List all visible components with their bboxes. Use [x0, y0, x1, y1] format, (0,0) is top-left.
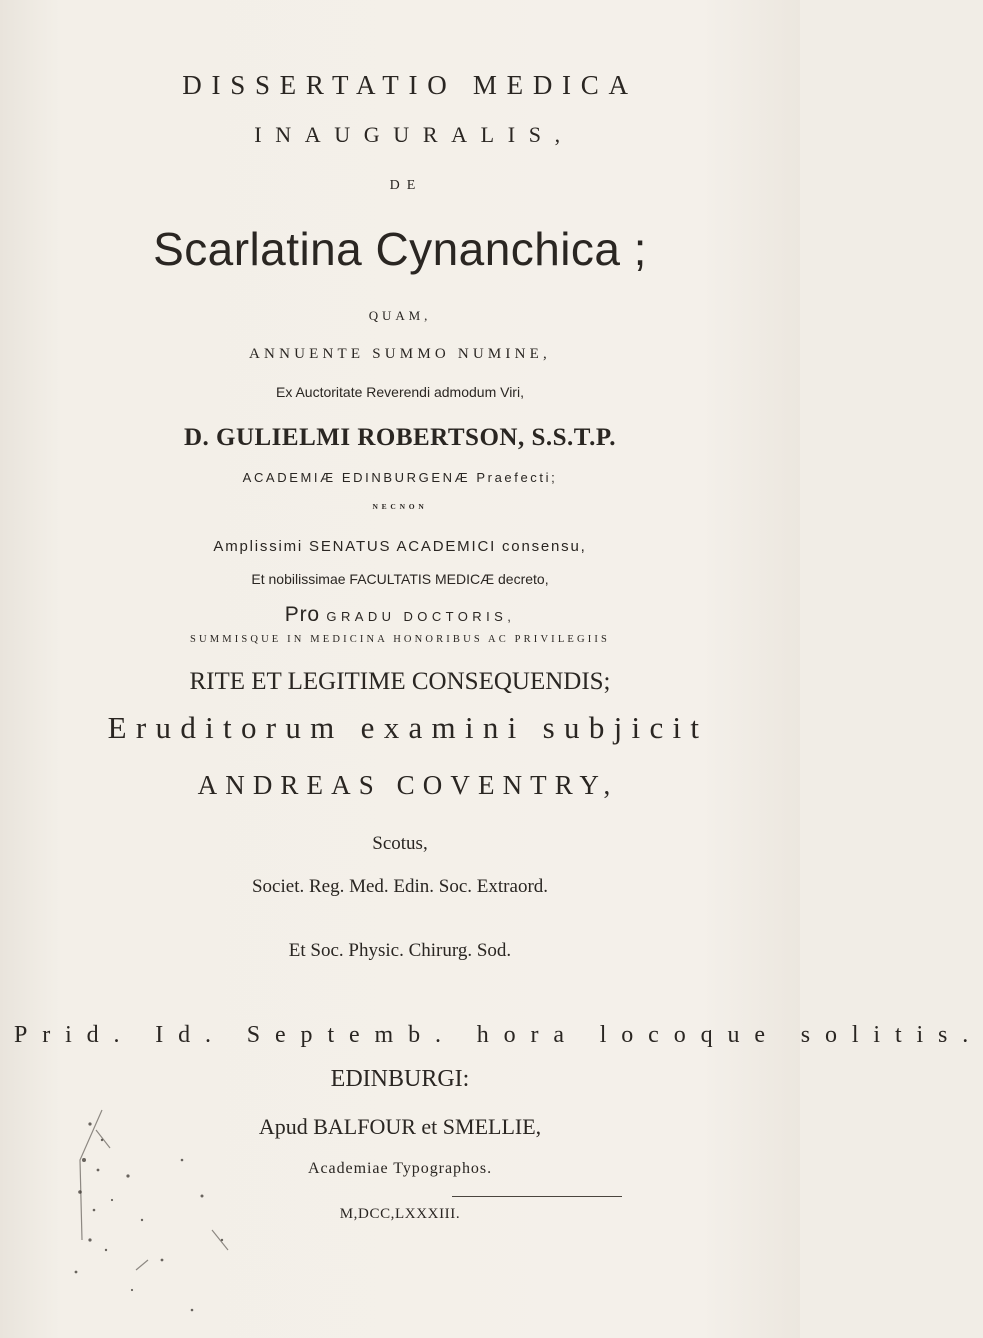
gradu-doctoris: GRADU DOCTORIS, [326, 609, 516, 624]
ink-stain-decoration [72, 1100, 292, 1338]
imprint-year: M,DCC,LXXXIII. [339, 1206, 461, 1222]
imprint-role: Academiae Typographos. [307, 1160, 493, 1177]
heading-dissertatio-medica: DISSERTATIO MEDICA [182, 70, 638, 100]
heading-inauguralis: INAUGURALIS, [254, 122, 574, 147]
pro-word: Pro [284, 603, 320, 626]
auctoritate-line: Ex Auctoritate Reverendi admodum Viri, [276, 384, 524, 400]
main-title: Scarlatina Cynanchica ; [153, 223, 647, 275]
imprint-place: EDINBURGI: [330, 1066, 470, 1092]
examini-line: Eruditorum examini subjicit [107, 710, 709, 745]
consequendis-line: RITE ET LEGITIME CONSEQUENDIS; [189, 668, 611, 695]
gradu-line [0, 603, 800, 627]
author-name: ANDREAS COVENTRY, [197, 770, 619, 800]
imprint-printer: Apud BALFOUR et SMELLIE, [258, 1114, 542, 1139]
senatus-line: Amplissimi SENATUS ACADEMICI consensu, [213, 538, 587, 555]
imprint-rule [452, 1196, 622, 1197]
society-line-2: Et Soc. Physic. Chirurg. Sod. [288, 940, 512, 961]
date-line: Prid. Id. Septemb. hora locoque solitis. [14, 1022, 983, 1048]
quam-line: QUAM, [368, 308, 432, 323]
society-line-1: Societ. Reg. Med. Edin. Soc. Extraord. [251, 876, 549, 897]
annuente-line: ANNUENTE SUMMO NUMINE, [249, 346, 551, 362]
academiae-line: ACADEMIÆ EDINBURGENÆ Praefecti; [242, 470, 558, 485]
robertson-line: D. GULIELMI ROBERTSON, S.S.T.P. [183, 424, 617, 451]
author-nationality: Scotus, [372, 833, 428, 854]
heading-de: DE [389, 178, 423, 193]
honoribus-line: SUMMISQUE IN MEDICINA HONORIBUS AC PRIVILEGIIS [190, 634, 610, 645]
necnon-line: NECNON [372, 502, 428, 511]
facultatis-line: Et nobilissimae FACULTATIS MEDICÆ decreto, [251, 571, 549, 587]
